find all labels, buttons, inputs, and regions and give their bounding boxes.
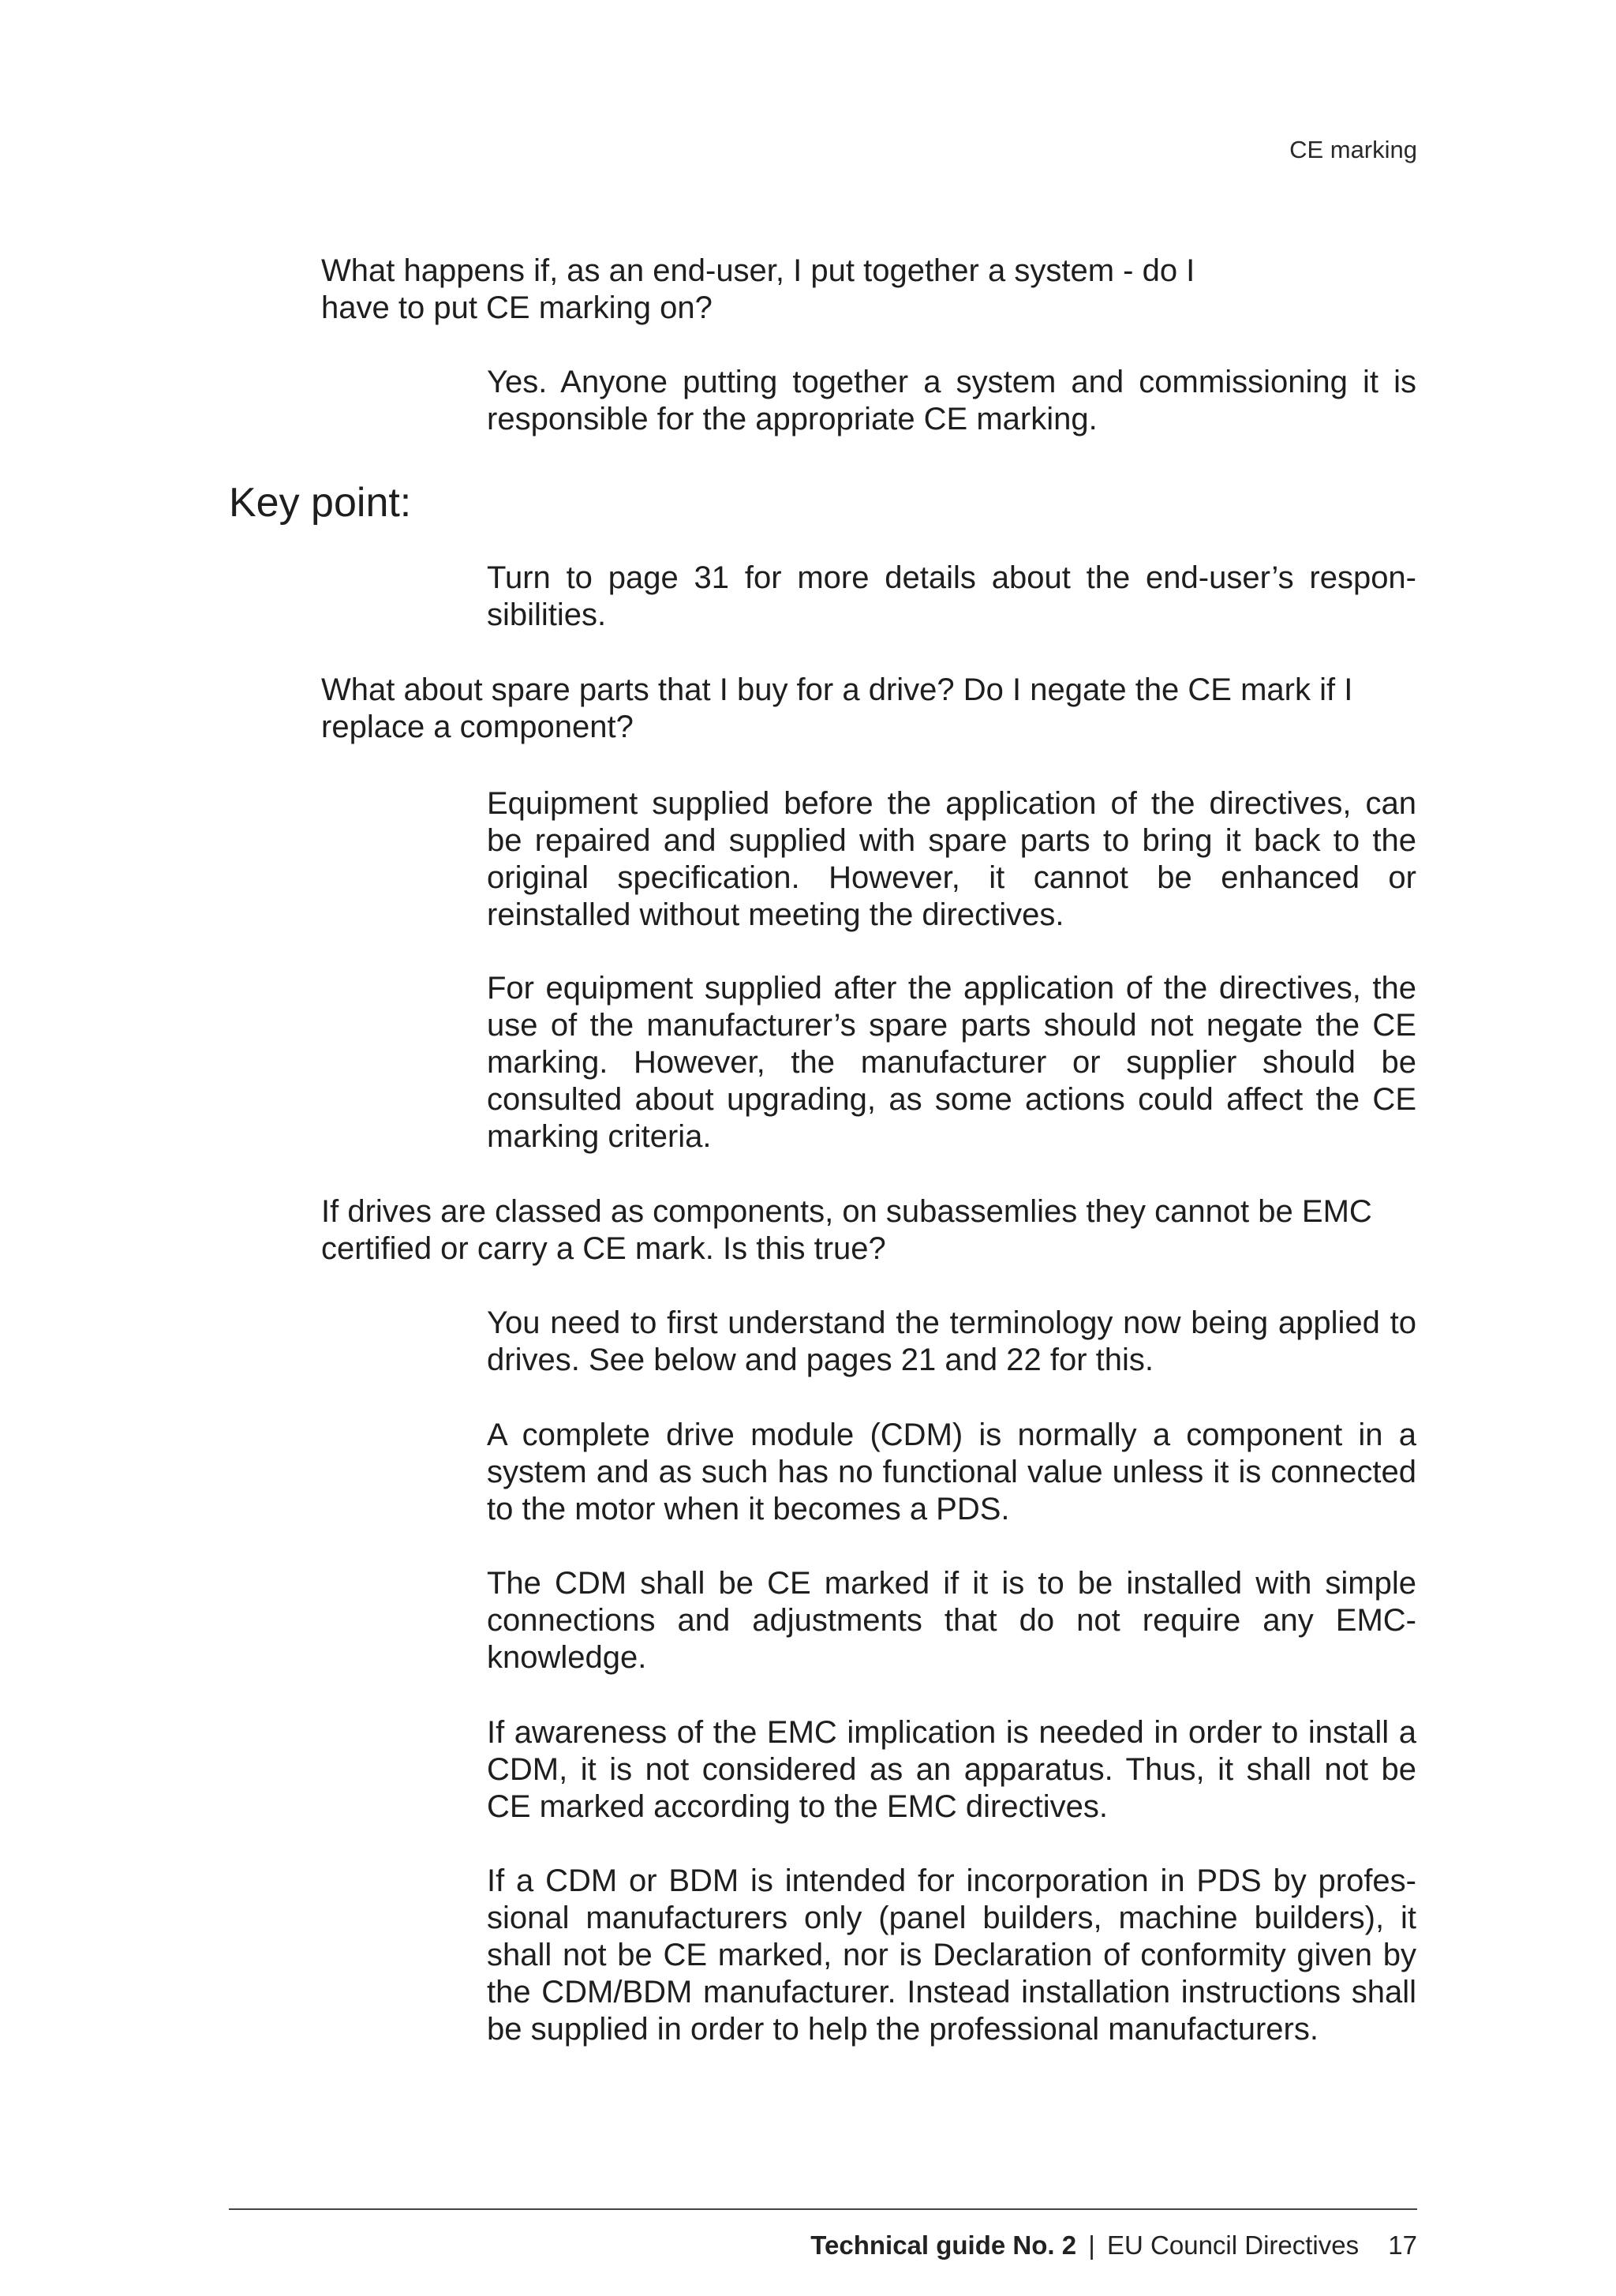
footer-guide-title: Technical guide No. 2	[810, 2230, 1077, 2260]
answer-2-paragraph-2: For equipment supplied after the application of the directives, the use of the manufacturer’s spare parts should not negate the CE marking. However, the manufacturer or supplier should be consulted about upgrading, as some actions could affect the CE marking criteria.	[487, 971, 1416, 1154]
footer-rule	[229, 2208, 1417, 2210]
answer-3-paragraph-3: The CDM shall be CE marked if it is to be installed with simple connections and adjustments that do not require any EMC-knowledge.	[487, 1566, 1416, 1675]
key-point-text: Turn to page 31 for more details about the end-user’s respon-sibilities.	[487, 560, 1416, 632]
page-footer	[810, 2230, 1417, 2260]
answer-3-paragraph-4: If awareness of the EMC implication is needed in order to install a CDM, it is not considered as an apparatus. Thus, it shall not be CE marked according to the EMC directives.	[487, 1715, 1416, 1824]
question-3: If drives are classed as components, on subassemlies they cannot be EMC certified or carry a CE mark. Is this true?	[321, 1194, 1372, 1266]
footer-document-title: EU Council Directives	[1107, 2230, 1360, 2260]
answer-3-paragraph-5: If a CDM or BDM is intended for incorporation in PDS by profes-sional manufacturers only (panel builders, machine builders), it shall not be CE marked, nor is Declaration of conformity given by the CDM/BDM manufacturer. Instead installation instructions shall be supplied in order to help the professional manufacturers.	[487, 1863, 1416, 2047]
answer-1: Yes. Anyone putting together a system and commissioning it is responsible for the appropriate CE marking.	[487, 365, 1416, 436]
answer-2-paragraph-1: Equipment supplied before the application of the directives, can be repaired and supplied with spare parts to bring it back to the original specification. However, it cannot be enhanced or reinstalled without meeting the directives.	[487, 786, 1416, 932]
key-point-label: Key point:	[229, 480, 412, 526]
footer-page-number: 17	[1388, 2230, 1417, 2260]
answer-3-paragraph-2: A complete drive module (CDM) is normally a component in a system and as such has no functional value unless it is connected to the motor when it becomes a PDS.	[487, 1418, 1416, 1526]
footer-separator: |	[1088, 2230, 1095, 2260]
question-1: What happens if, as an end-user, I put together a system - do I have to put CE marking on?	[321, 253, 1195, 325]
answer-3-paragraph-1: You need to first understand the terminology now being applied to drives. See below and pages 21 and 22 for this.	[487, 1305, 1416, 1377]
question-2: What about spare parts that I buy for a drive? Do I negate the CE mark if I replace a component?	[321, 672, 1353, 744]
page-header-section: CE marking	[1289, 136, 1417, 163]
